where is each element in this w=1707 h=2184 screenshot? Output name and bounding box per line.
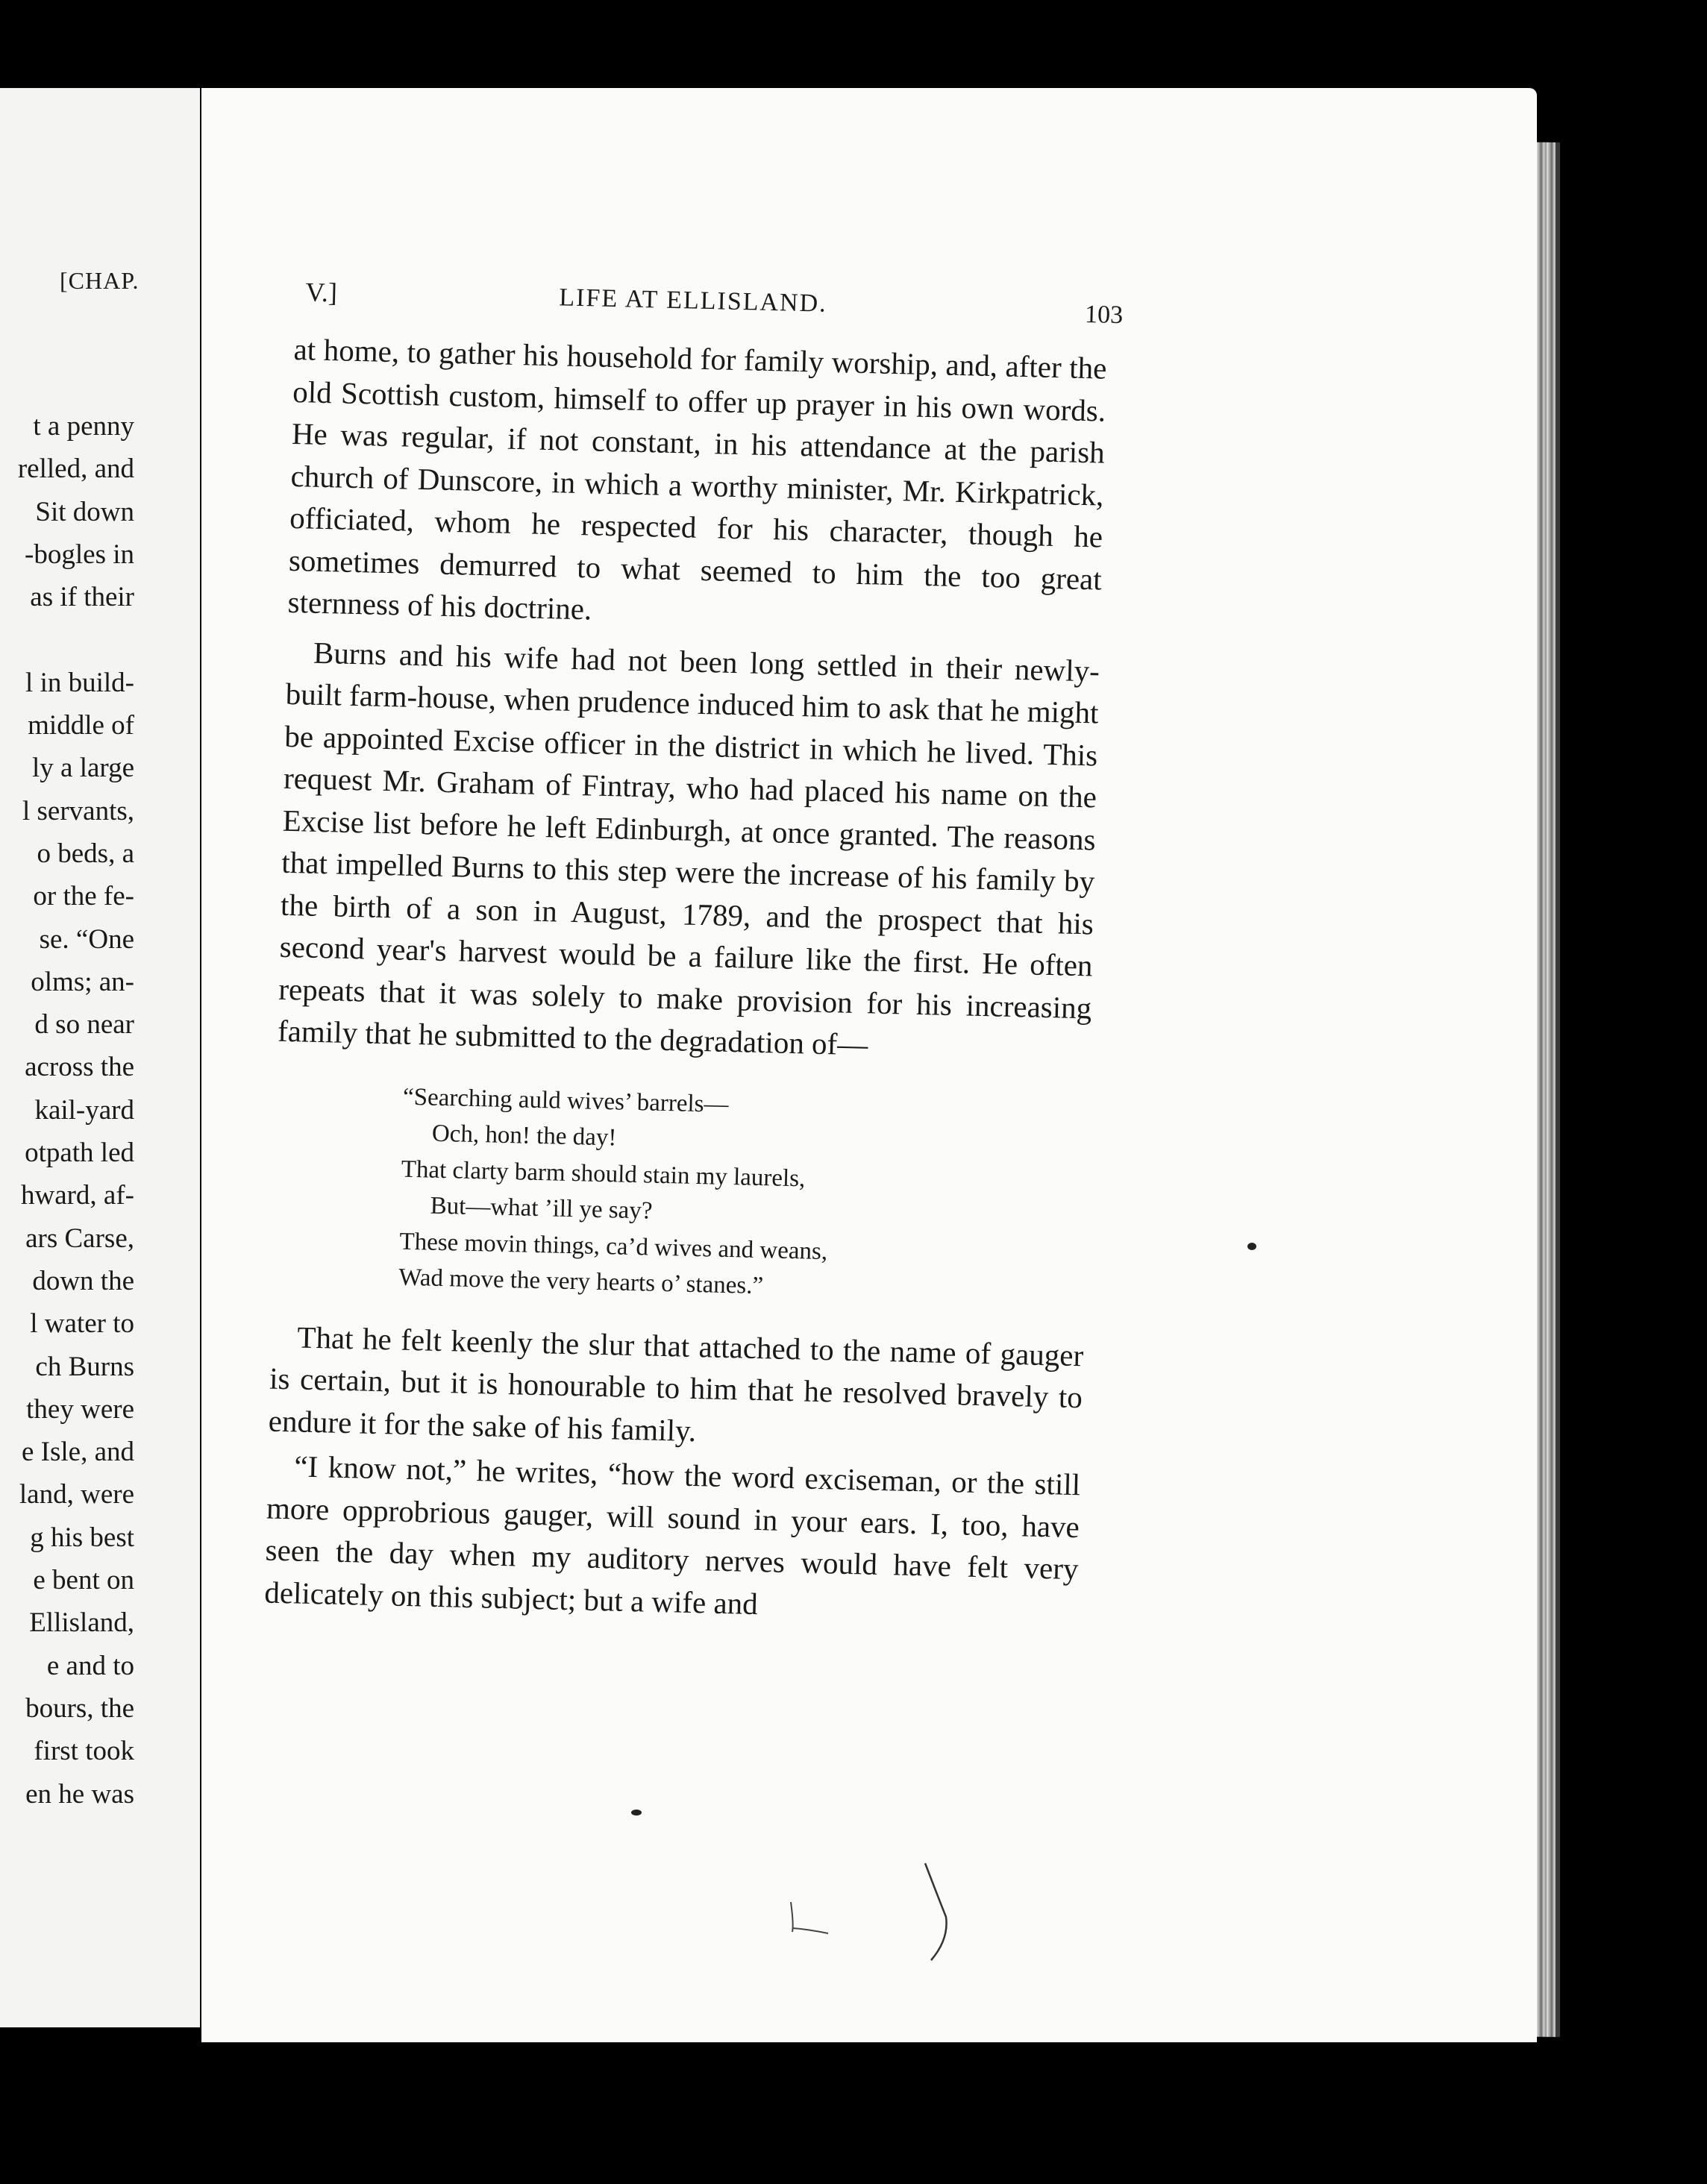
left-line bbox=[0, 618, 134, 661]
left-line: kail-yard bbox=[34, 1094, 134, 1126]
pencil-mark bbox=[918, 1857, 962, 1977]
left-line: first took bbox=[34, 1736, 134, 1767]
left-line: l servants, bbox=[22, 795, 134, 826]
left-line: l in build- bbox=[25, 667, 134, 698]
left-line: e bent on bbox=[33, 1565, 134, 1596]
left-line: across the bbox=[25, 1052, 134, 1083]
left-line: g his best bbox=[30, 1522, 134, 1553]
left-line: d so near bbox=[34, 1009, 134, 1041]
left-line: down the bbox=[32, 1265, 134, 1296]
left-page-text bbox=[0, 405, 134, 1816]
left-line: e Isle, and bbox=[21, 1437, 134, 1468]
left-line: l water to bbox=[30, 1308, 134, 1340]
left-line: e and to bbox=[46, 1650, 134, 1681]
verse-quotation bbox=[398, 1079, 1090, 1312]
paragraph: at home, to gather his household for family worship, and, after the old Scottish custom, himself to offer up prayer in his own words. He was regular, if not constant, in his attendance at the parish church of Dunscore, in which a worthy minister, Mr. Kirkpatrick, officiated, whom he respected for his character, though he sometimes demurred to what seemed to him the too great sternness of his doctrine. bbox=[287, 331, 1107, 627]
left-line: Ellisland, bbox=[29, 1607, 134, 1639]
left-line: land, were bbox=[19, 1479, 134, 1510]
left-line: olms; an- bbox=[31, 966, 134, 997]
ink-speck bbox=[1247, 1243, 1256, 1250]
verse-line: Wad move the very hearts o’ stanes.” bbox=[398, 1264, 764, 1300]
verse-line: That clarty barm should stain my laurels, bbox=[401, 1155, 806, 1192]
left-line: o beds, a bbox=[37, 838, 134, 869]
left-line: hward, af- bbox=[20, 1180, 134, 1211]
verse-line: These movin things, ca’d wives and weans, bbox=[399, 1228, 828, 1265]
body-text bbox=[277, 328, 1107, 1071]
left-line: ly a large bbox=[32, 753, 134, 784]
left-line: Sit down bbox=[35, 496, 134, 527]
left-line: bours, the bbox=[25, 1692, 134, 1724]
left-line: relled, and bbox=[17, 454, 134, 485]
ink-speck bbox=[631, 1810, 642, 1816]
left-line: they were bbox=[26, 1393, 134, 1425]
paragraph: “I know not,” he writes, “how the word exciseman, or the still more opprobrious gauger, will sound in your ears. I, too, have seen the day when my auditory nerves would have felt very delicately on this subject; but a wife and bbox=[263, 1449, 1081, 1621]
right-page-text-block bbox=[263, 276, 1124, 1632]
paragraph: Burns and his wife had not been long settled in their newly-built farm-house, when prudence induced him to ask that he might be appointed Excise officer in the district in which he lived. This request Mr. Graham of Fintray, who had placed his name on the Excise list before he left Edinburgh, at once granted. The reasons that impelled Burns to this step were the increase of his family by the birth of a son in August, 1789, and the prospect that his second year's harvest would be a failure like the first. He often repeats that it was solely to make provision for his increasing family that he submitted to the degradation of— bbox=[277, 635, 1100, 1062]
body-text-continued bbox=[264, 1315, 1084, 1632]
pencil-mark bbox=[783, 1857, 903, 1977]
left-line: en he was bbox=[25, 1778, 134, 1810]
verse-line: Och, hon! the day! bbox=[431, 1120, 617, 1152]
verse-line: “Searching auld wives’ barrels— bbox=[402, 1083, 729, 1118]
left-line: ars Carse, bbox=[25, 1223, 134, 1254]
left-line: otpath led bbox=[25, 1138, 134, 1169]
left-line: -bogles in bbox=[25, 539, 134, 570]
left-line: middle of bbox=[28, 710, 134, 741]
left-running-head: [CHAP. bbox=[60, 267, 140, 294]
left-line: ch Burns bbox=[35, 1351, 134, 1382]
left-line: or the fe- bbox=[33, 881, 134, 912]
left-line: t a penny bbox=[33, 411, 134, 442]
page-number: 103 bbox=[1084, 300, 1124, 330]
paragraph: That he felt keenly the slur that attached to the name of gauger is certain, but it is honourable to him that he resolved bravely to endure it for the sake of his family. bbox=[268, 1319, 1084, 1448]
running-title: LIFE AT ELLISLAND. bbox=[558, 283, 828, 318]
left-line: se. “One bbox=[39, 923, 134, 955]
chapter-mark: V.] bbox=[305, 277, 338, 308]
left-page bbox=[0, 88, 200, 2027]
verse-line: But—what ’ill ye say? bbox=[430, 1192, 653, 1225]
left-line: as if their bbox=[30, 582, 134, 613]
